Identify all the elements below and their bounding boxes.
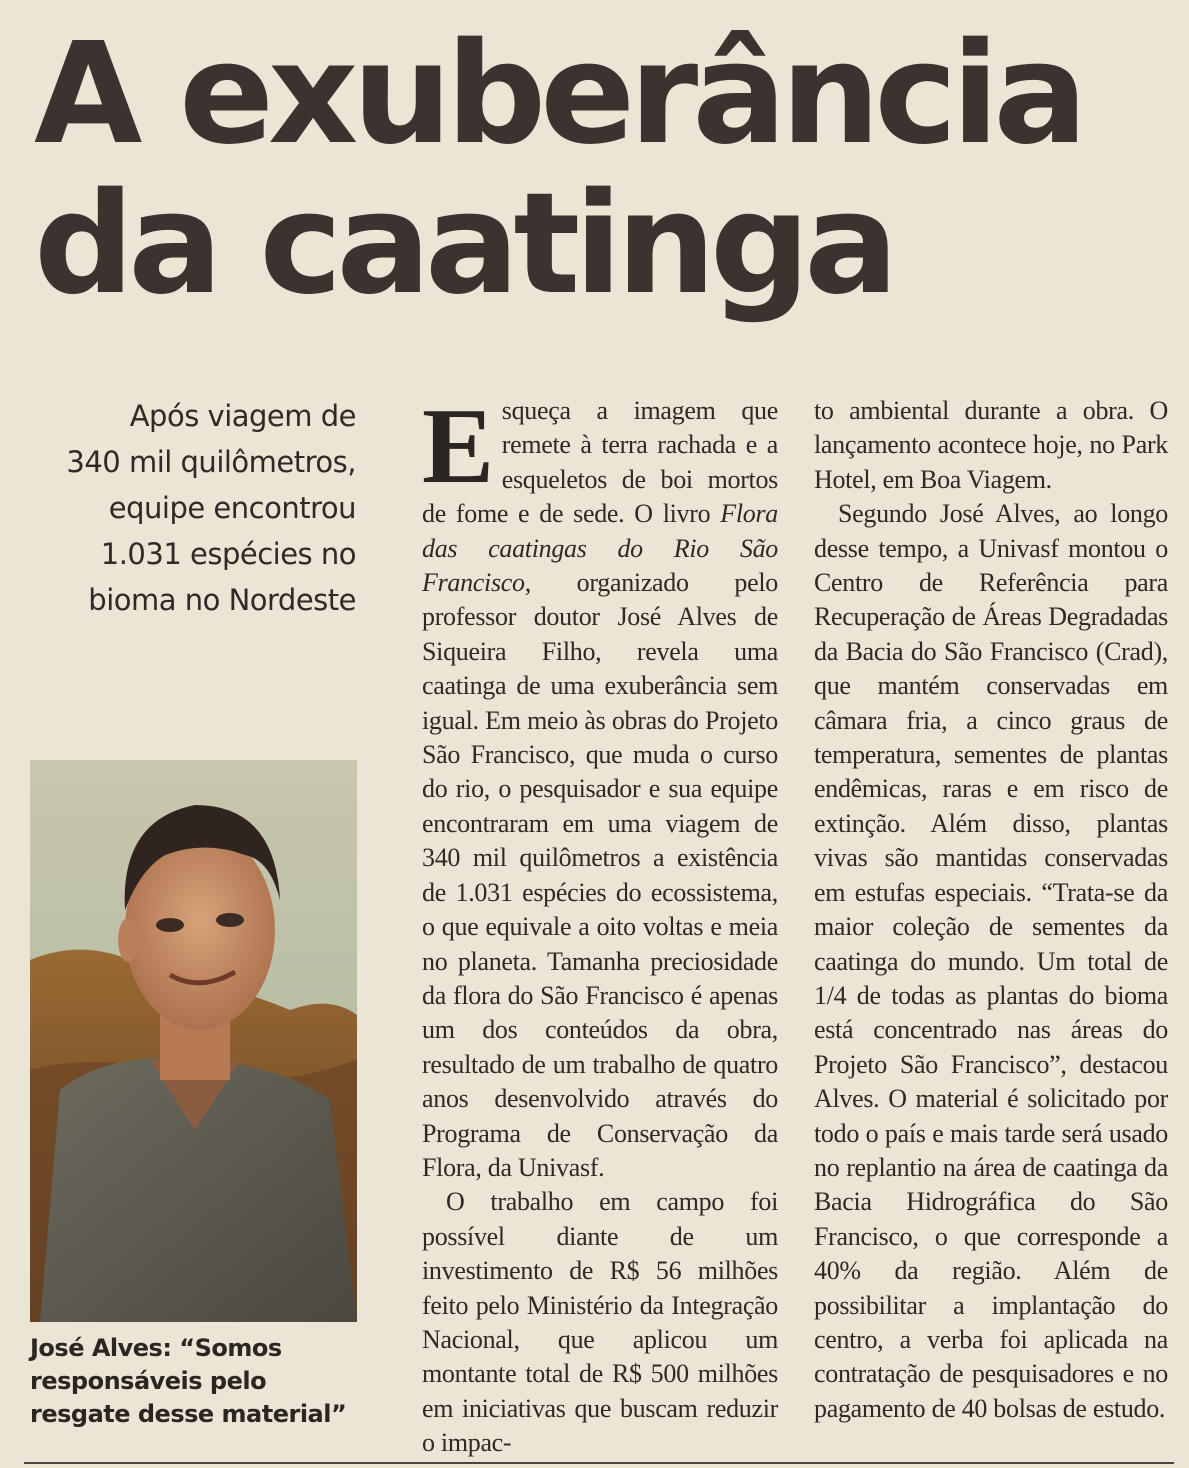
deck-subheadline [30,393,356,623]
article-paragraph-2-part-2: to ambiental durante a obra. O lançamento acontece hoje, no Park Hotel, em Boa Viagem. [814,396,1168,494]
article-paragraph-3: Segundo José Alves, ao longo desse tempo, a Univasf montou o Centro de Referência para Recuperação de Áreas Degradadas da Bacia do São Francisco (Crad), que mantém conservadas em câmara fria, a cinco graus de temperatura, sementes de plantas endêmicas, raras e em risco de extinção. Além disso, plantas vivas são mantidas conservadas em estufas especiais. “Trata-se da maior coleção de sementes da caatinga do mundo. Um total de 1/4 de todas as plantas do bioma está concentrado nas áreas do Projeto São Francisco”, destacou Alves. O material é solicitado por todo o país e mais tarde será usado no replantio na área de caatinga da Bacia Hidrográfica do São Francisco, o que corresponde a 40% da região. Além de possibilitar a implantação do centro, a verba foi aplicada na contratação de pesquisadores e no pagamento de 40 bolsas de estudo. [814,499,1168,1423]
drop-cap: E [422,387,494,506]
article-paragraph-2-part-1: O trabalho em campo foi possível diante de um investimento de R$ 56 milhões feito pelo Ministério da Integração Nacional, que aplicou um montante total de R$ 500 milhões em iniciativas que buscam reduzir o impac- [422,1187,778,1458]
deck-line-4: 1.031 espécies no [100,537,356,571]
paragraph-1-end: , organizado pelo professor doutor José Alves de Siqueira Filho, revela uma caatinga de uma exuberância sem igual. Em meio às obras do Projeto São Francisco, que muda o curso do rio, o pesquisador e sua equipe encontraram em uma viagem de 340 mil quilômetros a existência de 1.031 espécies do ecossistema, o que equivale a oito voltas e meia no planeta. Tamanha preciosidade da flora do São Francisco é apenas um dos conteúdos da obra, resultado de um trabalho de quatro anos desenvolvido através do Programa de Conservação da Flora, da Univasf. [422,568,778,1182]
article-paragraph-1 [422,387,778,1185]
book-title: Flora das caatingas do Rio São Francisco [422,499,778,598]
article-column-2 [814,394,1168,1426]
article-column-1 [422,387,778,1461]
deck-line-2: 340 mil quilômetros, [66,445,356,479]
portrait-illustration [30,760,357,1322]
headline-line-1: A exuberância [34,13,1082,176]
deck-line-3: equipe encontrou [108,491,356,525]
headline-line-2: da caatinga [34,163,893,326]
bottom-rule [24,1462,1174,1464]
headline [34,13,1164,326]
photo-caption: José Alves: “Somos responsáveis pelo resgate desse material” [30,1334,347,1428]
paragraph-1-start: squeça a imagem que remete à terra rachada e a esqueletos de boi mortos de fome e de sede. O livro [422,396,778,529]
deck-line-5: bioma no Nordeste [88,583,356,617]
portrait-photo [30,760,357,1322]
deck-line-1: Após viagem de [129,399,356,433]
